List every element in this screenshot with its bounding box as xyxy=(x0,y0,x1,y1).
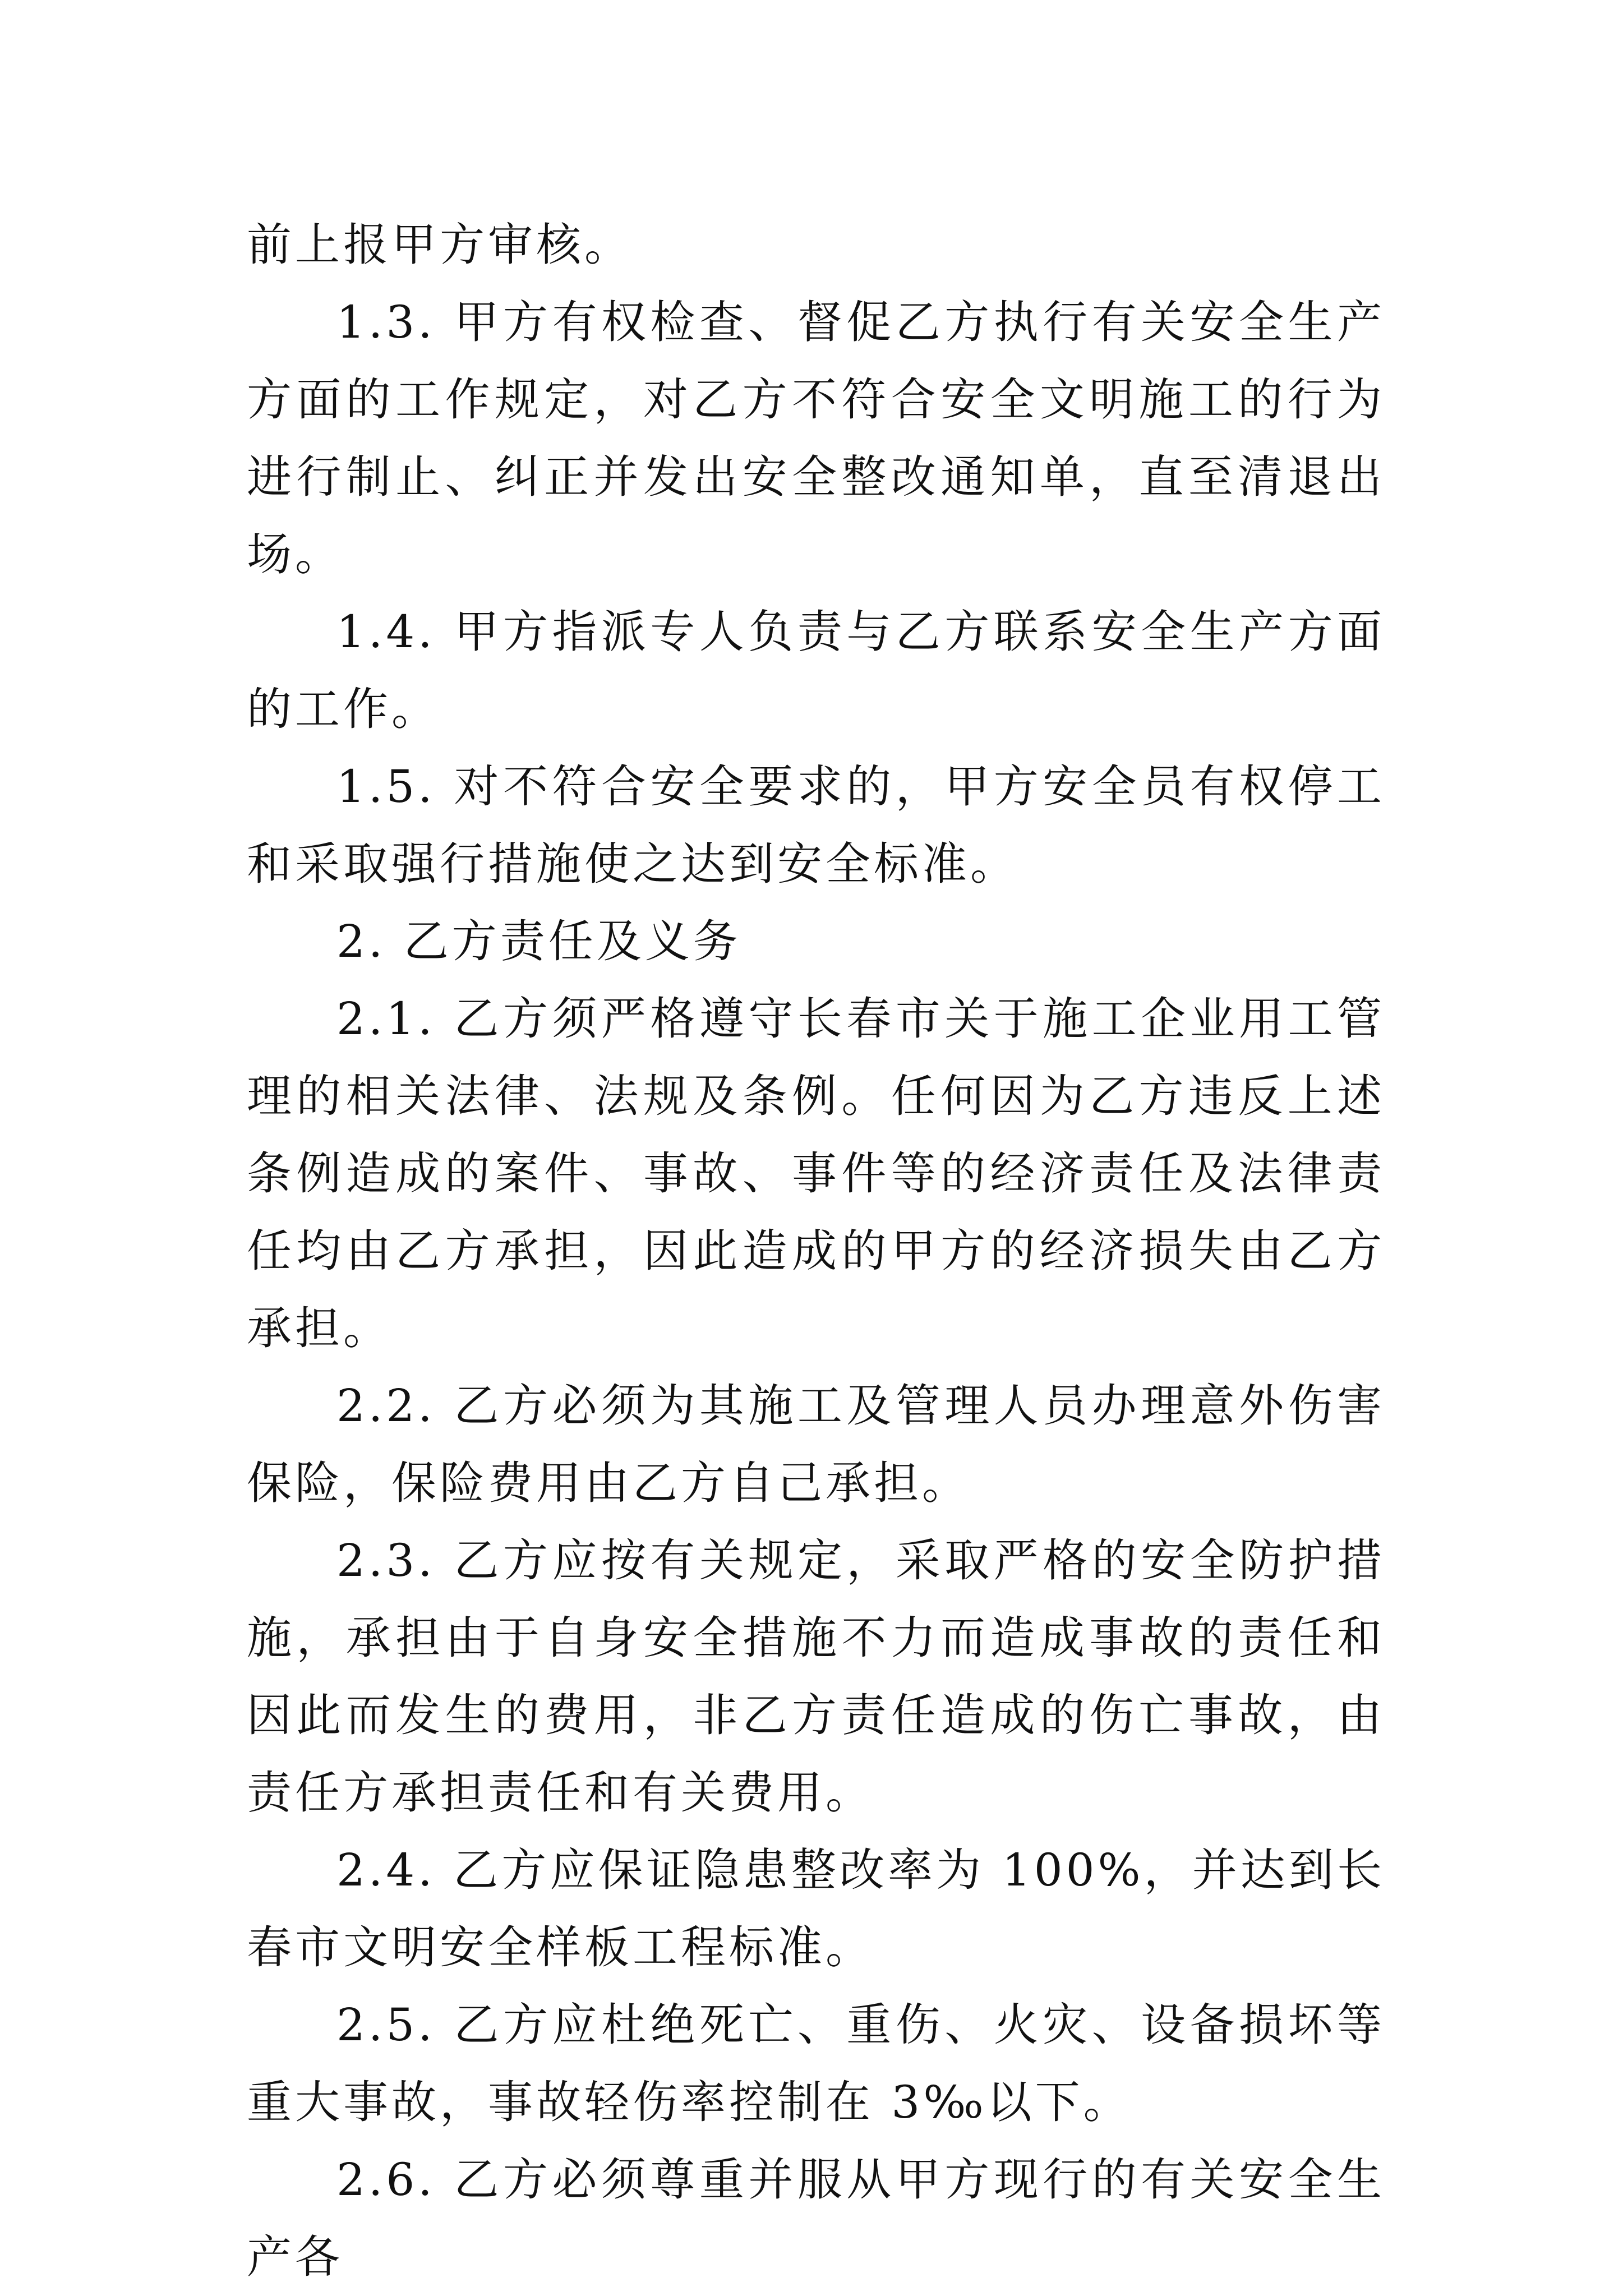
paragraph-2-4: 2.4. 乙方应保证隐患整改率为 100%，并达到长春市文明安全样板工程标准。 xyxy=(247,1844,1385,1974)
paragraph-2-2: 2.2. 乙方必须为其施工及管理人员办理意外伤害保险，保险费用由乙方自己承担。 xyxy=(247,1380,1385,1509)
paragraph-2-3: 2.3. 乙方应按有关规定，采取严格的安全防护措施，承担由于自身安全措施不力而造成事故的责任和因此而发生的费用，非乙方责任造成的伤亡事故，由责任方承担责任和有关费用。 xyxy=(247,1534,1385,1819)
paragraph-2-6: 2.6. 乙方必须尊重并服从甲方现行的有关安全生产各 xyxy=(247,2154,1385,2283)
document-body xyxy=(247,206,1385,2296)
paragraph-1-5: 1.5. 对不符合安全要求的，甲方安全员有权停工和采取强行措施使之达到安全标准。 xyxy=(247,760,1385,890)
paragraph-2-5: 2.5. 乙方应杜绝死亡、重伤、火灾、设备损坏等重大事故，事故轻伤率控制在 3‰以下。 xyxy=(247,1999,1385,2128)
section-heading-2: 2. 乙方责任及义务 xyxy=(336,915,741,967)
paragraph-1-3: 1.3. 甲方有权检查、督促乙方执行有关安全生产方面的工作规定，对乙方不符合安全文明施工的行为进行制止、纠正并发出安全整改通知单，直至清退出场。 xyxy=(247,296,1385,580)
paragraph-continuation: 前上报甲方审核。 xyxy=(247,219,633,271)
paragraph-2-1: 2.1. 乙方须严格遵守长春市关于施工企业用工管理的相关法律、法规及条例。任何因为乙方违反上述条例造成的案件、事故、事件等的经济责任及法律责任均由乙方承担，因此造成的甲方的经济损失由乙方承担。 xyxy=(247,993,1385,1354)
paragraph-1-4: 1.4. 甲方指派专人负责与乙方联系安全生产方面的工作。 xyxy=(247,606,1385,735)
